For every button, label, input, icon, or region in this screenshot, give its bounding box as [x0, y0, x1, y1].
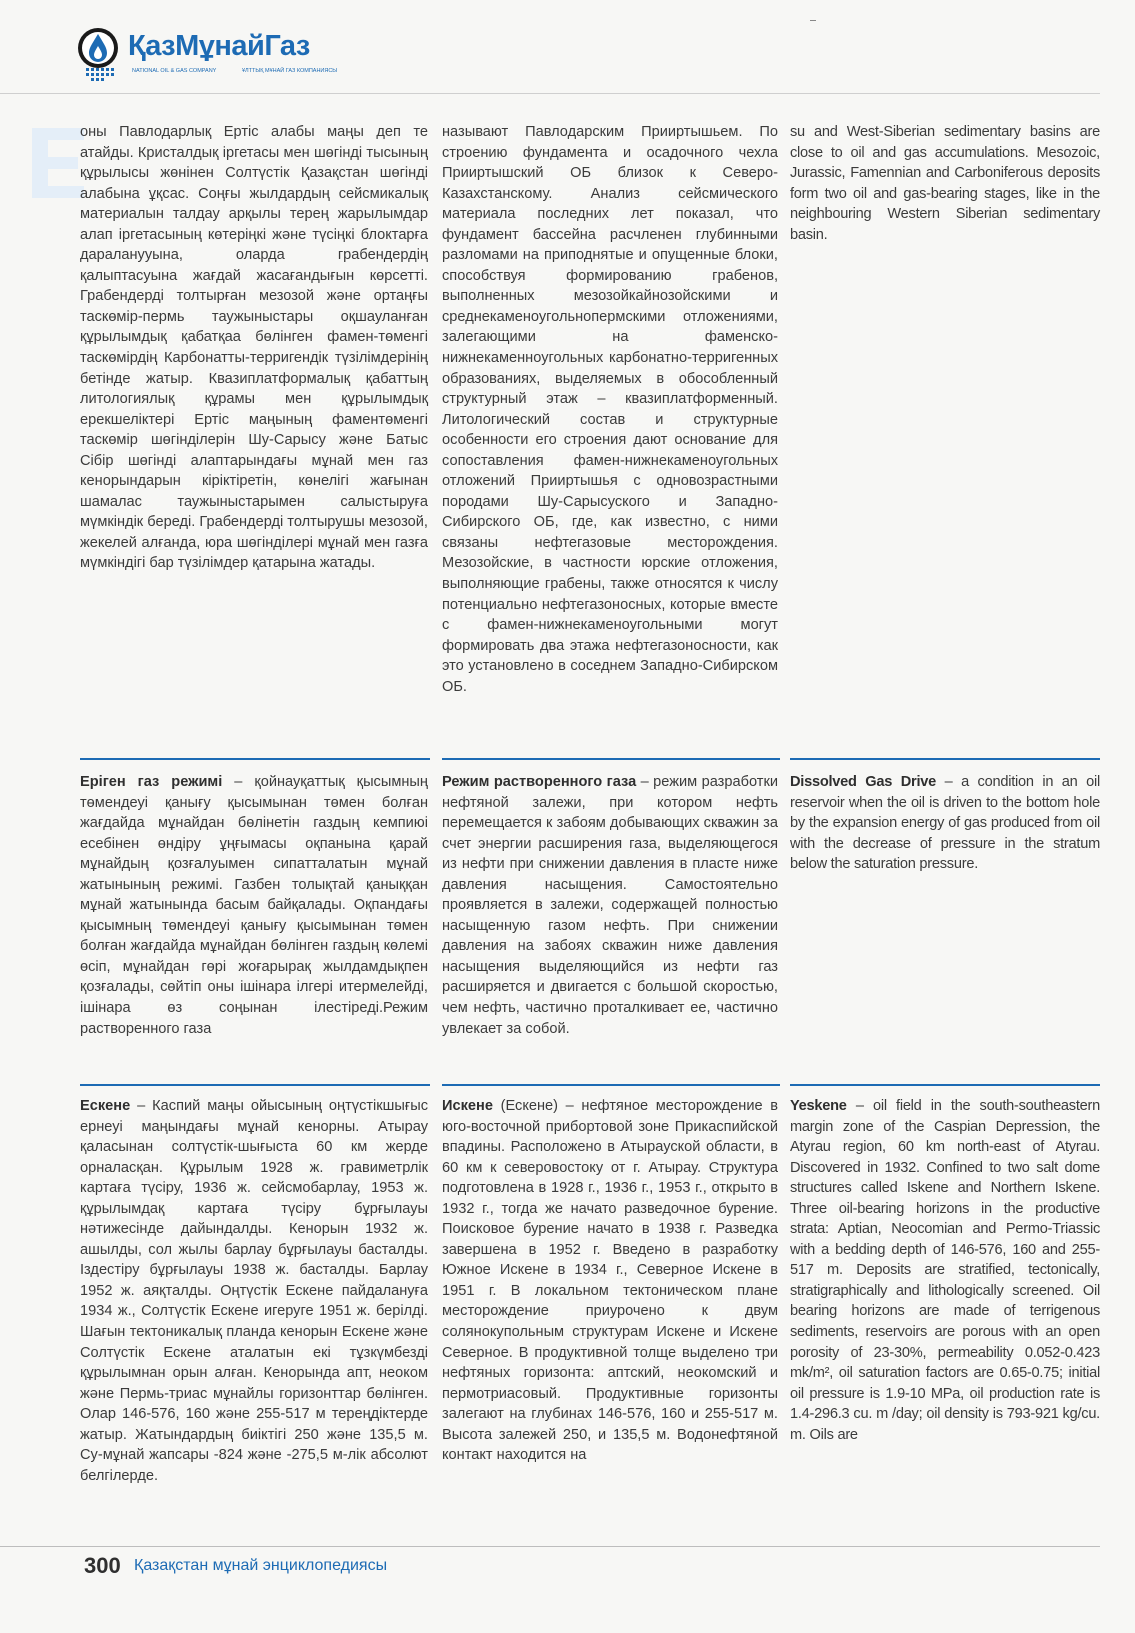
- section-divider: [790, 758, 1100, 760]
- logo-subtitle-kz: ҰЛТТЫҚ МҰНАЙ ГАЗ КОМПАНИЯСЫ: [242, 68, 338, 74]
- footer-divider: [0, 1546, 1100, 1547]
- entry-body-en: – oil field in the south-southeastern margin zone of the Caspian Depression, the Atyrau region, 60 km north-east of Atyrau. Discovered in 1932. Confined to two salt dome structures called Iskene and Northern Iskene. Three oil-bearing horizons in the productive strata: Aptian, Neocomian and Permo-Triassic with a bedding depth of 146-576, 160 and 255-517 m. Deposits are stratified, tectonically, stratigraphically and lithologically screened. Oil bearing horizons are made of terrigenous sediments, reservoirs are porous with an open porosity of 23-30%, permeability 0.052-0.423 mk/m², oil saturation factors are 0.65-0.75; initial oil pressure is 1.9-10 MPa, oil production rate is 1.4-296.3 cu. m /day; oil density is 793-921 kg/cu. m. Oils are: [790, 1098, 1100, 1443]
- entry-term-kz: Еріген газ режимі: [80, 774, 223, 790]
- scan-mark: [810, 20, 816, 21]
- section-divider: [80, 758, 430, 760]
- entry-term-kz: Ескене: [80, 1098, 131, 1114]
- section-divider: [442, 758, 780, 760]
- section1-kazakh-text: оны Павлодарлық Ертіс алабы маңы деп те атайды. Кристалдық іргетасы мен шөгінді тысының құрылысы жөнінен Солтүстік Қазақстан шөгінді алабына ұқсас. Соңғы жылдардың сейсмикалық материалын талдау арқылы терең жарылымдар алап іргетасының көтеріңкі және түсіңкі блоктарға дараланууына, оларда грабендердің қалыптасуына жағдай жасағандығын көрсетті. Грабендерді толтырған мезозой және ортаңғы таскөмір-пермь таужыныстары оқшауланған құрылымдық қабатқаа бөлінген фамен-төменгі таскөмірдің Карбонатты-терригендік түзілімдерінің бетінде жатыр. Квазиплатформалық қабаттың литологиялық құрамы мен құрылымдық ерекшеліктері Ертіс маңының фаментөменгі таскөмір шөгінділерін Шу-Сарысу және Батыс Сібір шөгінді алаптарындағы мұнай мен газ кенорындарын кіріктіретін, көнелігі жағынан шамалас таужыныстарымен салыстыруға мүмкіндік береді. Грабендерді толтырушы мезозой, жекелей алғанда, юра шөгінділері мұнай мен газға мүмкіндігі бар түзілімдер қатарына жатады.: [80, 124, 428, 572]
- section-divider: [790, 1084, 1100, 1086]
- section1-russian-text: называют Павлодарским Прииртышьем. По строению фундамента и осадочного чехла Прииртышский ОБ близок к Северо-Казахстанскому. Анализ сейсмического материала последних лет показал, что фундамент бассейна расчленен глубинными разломами на приподнятые и опущенные блоки, способствуя формированию грабенов, выполненных мезозойкайнозойскими и среднекаменоугольнопермскими отложениями, залегающими на фаменско-нижнекаменноугольных карбонатно-терригенных образованиях, выделяемых в обособленный структурный этаж – квазиплатформенный. Литологический состав и структурные особенности его строения дают основание для сопоставления фамен-нижнекаменоугольных отложений Прииртышья с одновозрастными породами Шу-Сарысуского и Западно-Сибирского ОБ, где, как известно, с ними связаны нефтегазовые месторождения. Мезозойские, в частности юрские отложения, выполняющие грабены, также относятся к числу потенциально нефтегазоносных, которые вместе с фамен-нижнекаменоугольными могут формировать два этажа нефтегазоносности, как это установлено в соседнем Западно-Сибирском ОБ.: [442, 124, 778, 695]
- entry-term-en: Dissolved Gas Drive: [790, 774, 936, 790]
- header-divider: [0, 93, 1100, 94]
- entry-body-ru: – режим разработки нефтяной залежи, при котором нефть перемещается к забоям добывающих скважин за счет энергии расширения газа, выделяющегося из нефти при снижении давления в пласте ниже давления насыщения. Самостоятельно проявляется в залежи, содержащей полностью насыщенную газом нефть. При снижении давления на забоях скважин ниже давления насыщения выделяющийся из нефти газ расширяется и двигается с большой скоростью, чем нефть, частично проталкивает ее, частично увлекает за собой.: [442, 774, 778, 1037]
- section-divider: [442, 1084, 780, 1086]
- section-divider: [80, 1084, 430, 1086]
- entry-term-ru: Искене: [442, 1098, 493, 1114]
- section3-english-entry: [790, 1096, 1100, 1445]
- decorative-letter-e-icon: [32, 128, 84, 198]
- logo-subtitle-en: NATIONAL OIL & GAS COMPANY: [132, 68, 217, 74]
- section2-english-entry: [790, 772, 1100, 875]
- entry-body-ru: (Ескене) – нефтяное месторождение в юго-восточной прибортовой зоне Прикаспийской впадины. Расположено в Атырауской области, в 60 км к северовостоку от г. Атырау. Структура подготовлена в 1928 г., 1936 г., 1953 г., открыто в 1932 г., тогда же начато разведочное бурение. Поисковое бурение начато в 1938 г. Разведка завершена в 1952 г. Введено в разработку Южное Искене в 1934 г., Северное Искене в 1951 г. В локальном тектоническом плане месторождение приурочено к двум солянокупольным структурам Искене и Искене Северное. В продуктивной толще выделено три нефтяных горизонта: аптский, неокомский и пермотриасовый. Продуктивные горизонты залегают на глубинах 146-576, 160 и 255-517 м. Высота залежей 250, и 135,5 м. Водонефтяной контакт находится на: [442, 1098, 778, 1464]
- footer-book-title: Қазақстан мұнай энциклопедиясы: [134, 1557, 388, 1574]
- entry-term-ru: Режим растворенного газа: [442, 774, 637, 790]
- page-number: 300: [84, 1553, 121, 1578]
- section1-english-text: su and West-Siberian sedimentary basins are close to oil and gas accumulations. Mesozoic, Jurassic, Famennian and Carboniferous deposits form two oil and gas-bearing stages, like in the neighbouring Western Siberian sedimentary basin.: [790, 124, 1100, 243]
- logo-wordmark: ҚазМұнайГаз: [128, 30, 310, 62]
- kazmunaigas-logo: [72, 26, 372, 86]
- section2-kazakh-entry: [80, 772, 428, 1039]
- oil-drop-logo-icon: [72, 26, 128, 86]
- entry-term-en: Yeskene: [790, 1098, 847, 1114]
- section3-kazakh-entry: [80, 1096, 428, 1486]
- entry-body-en: – a condition in an oil reservoir when the oil is driven to the bottom hole by the expansion energy of gas produced from oil with the decrease of pressure in the stratum below the saturation pressure.: [790, 774, 1100, 873]
- section3-russian-entry: [442, 1096, 778, 1466]
- entry-body-kz: – қойнауқаттық қысымның төмендеуі қанығу қысымынан төмен болған жағдайда мұнайдан бөлінетін газдың кемпиюі есебінен өндіру ұңғымасы оқпанына қарай мұнайдың қозғалуымен сипатталатын мұнай жатынының режимі. Газбен толықтай қаныққан мұнай жатынында басым байқалады. Оқпандағы қысымның төмендеуі қанығу қысымынан төмен болған жағдайда мұнайдан бөлінген газдың көлемі өсіп, мұнайдан гөрі жоғарырақ жылдамдықпен қозғалады, сөйтіп оны ішінара ілгері итермелейді, ішінара өз соңынан ілестіреді.Режим растворенного газа: [80, 774, 428, 1037]
- section2-russian-entry: [442, 772, 778, 1039]
- entry-body-kz: – Каспий маңы ойысының оңтүстікшығыс ернеуі маңындағы мұнай кенорны. Атырау қаласынан солтүстік-шығыста 60 км жерде орналасқан. Құрылым 1928 ж. гравиметрлік картаға түсіру, 1936 ж. сейсмобарлау, 1953 ж. құрылымдақ картаға түсіру бұрғылауы нәтижесінде дайындалды. Кенорын 1932 ж. ашылды, сол жылы барлау бұрғылауы басталды. Іздестіру бұрғылауы 1938 ж. басталды. Барлау 1952 ж. аяқталды. Оңтүстік Ескене пайдалануға 1934 ж., Солтүстік Ескене игеруге 1951 ж. берілді. Шағын тектоникалық планда кенорын Ескене және Солтүстік Ескене аталатын екі тұзкүмбезді құрылымнан орын алған. Кенорында апт, неоком және Пермь-триас мұнайлы горизонттар бөлінген. Олар 146-576, 160 және 255-517 м тереңдіктерде жатыр. Жатындардың биіктігі 250 және 135,5 м. Су-мұнай жапсары -824 және -275,5 м-лік абсолют белгілерде.: [80, 1098, 428, 1484]
